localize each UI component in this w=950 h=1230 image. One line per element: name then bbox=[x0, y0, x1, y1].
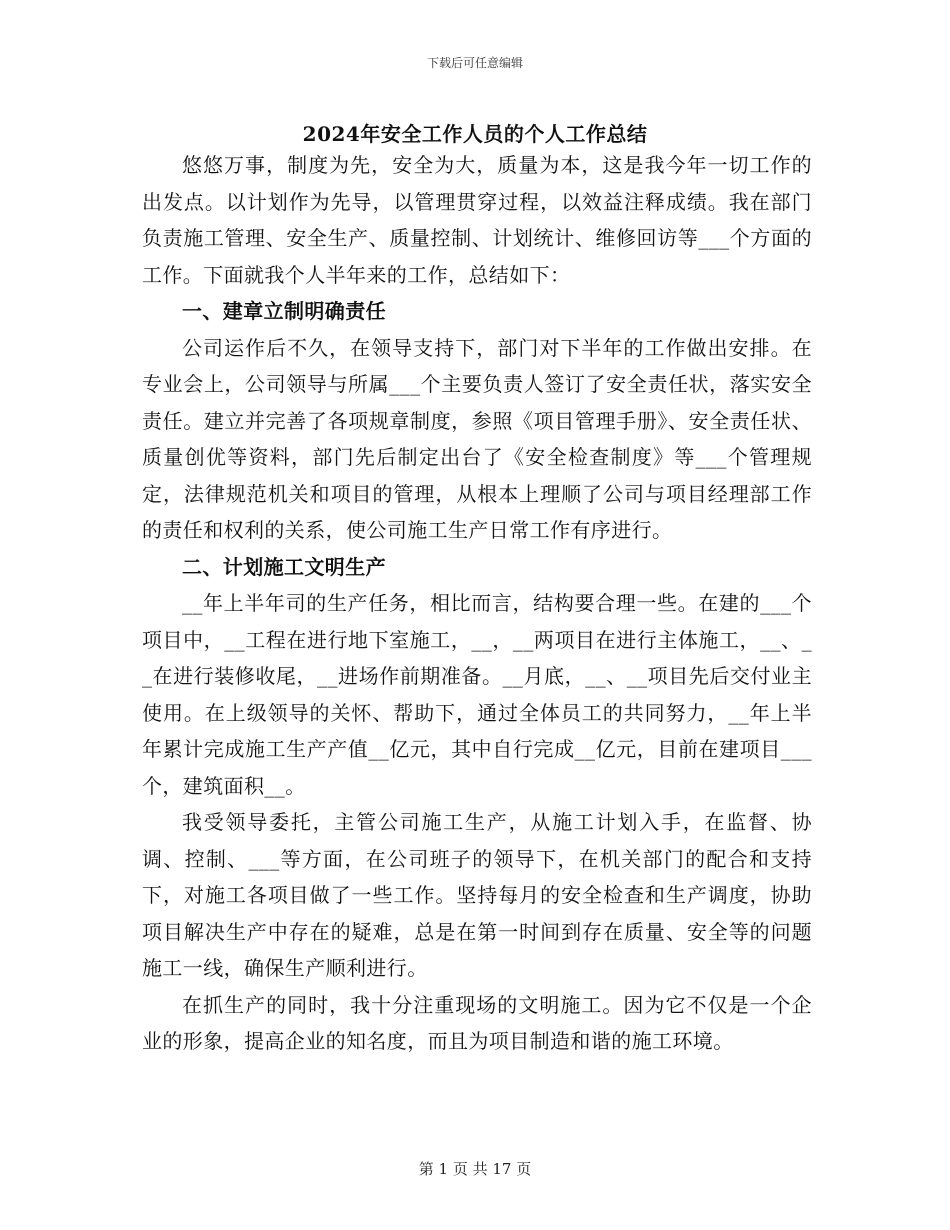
page-footer: 第 1 页 共 17 页 bbox=[418, 1160, 532, 1178]
section-heading-2: 二、计划施工文明生产 bbox=[182, 554, 386, 579]
section-heading-1: 一、建章立制明确责任 bbox=[182, 299, 386, 323]
section-2-paragraph-1: __年上半年司的生产任务，相比而言，结构要合理一些。在建的___个项目中，__工程在进行地下室施工，__，__两项目在进行主体施工，__、__在进行装修收尾，__进场作前期准备。__月底，__、__项目先后交付业主使用。在上级领导的关怀、帮助下，通过全体员工的共同努力，__年上半年累计完成施工生产产值__亿元，其中自行完成__亿元，目前在建项目___个，建筑面积__。 bbox=[142, 591, 812, 798]
header-note: 下载后可任意编辑 bbox=[426, 56, 523, 70]
intro-paragraph: 悠悠万事，制度为先，安全为大，质量为本，这是我今年一切工作的出发点。以计划作为先导，以管理贯穿过程，以效益注释成绩。我在部门负责施工管理、安全生产、质量控制、计划统计、维修回访等___个方面的工作。下面就我个人半年来的工作，总结如下： bbox=[142, 153, 812, 287]
section-2-paragraph-2: 我受领导委托，主管公司施工生产，从施工计划入手，在监督、协调、控制、___等方面，在公司班子的领导下，在机关部门的配合和支持下，对施工各项目做了一些工作。坚持每月的安全检查和生产调度，协助项目解决生产中存在的疑难，总是在第一时间到存在质量、安全等的问题施工一线，确保生产顺利进行。 bbox=[142, 810, 812, 980]
section-1-paragraph: 公司运作后不久，在领导支持下，部门对下半年的工作做出安排。在专业会上，公司领导与所属___个主要负责人签订了安全责任状，落实安全责任。建立并完善了各项规章制度，参照《项目管理手册》、安全责任状、质量创优等资料，部门先后制定出台了《安全检查制度》等___个管理规定，法律规范机关和项目的管理，从根本上理顺了公司与项目经理部工作的责任和权利的关系，使公司施工生产日常工作有序进行。 bbox=[142, 335, 812, 542]
section-2-paragraph-3: 在抓生产的同时，我十分注重现场的文明施工。因为它不仅是一个企业的形象，提高企业的知名度，而且为项目制造和谐的施工环境。 bbox=[142, 992, 812, 1053]
document-body bbox=[142, 147, 812, 1060]
document-title: 2024年安全工作人员的个人工作总结 bbox=[302, 122, 648, 146]
